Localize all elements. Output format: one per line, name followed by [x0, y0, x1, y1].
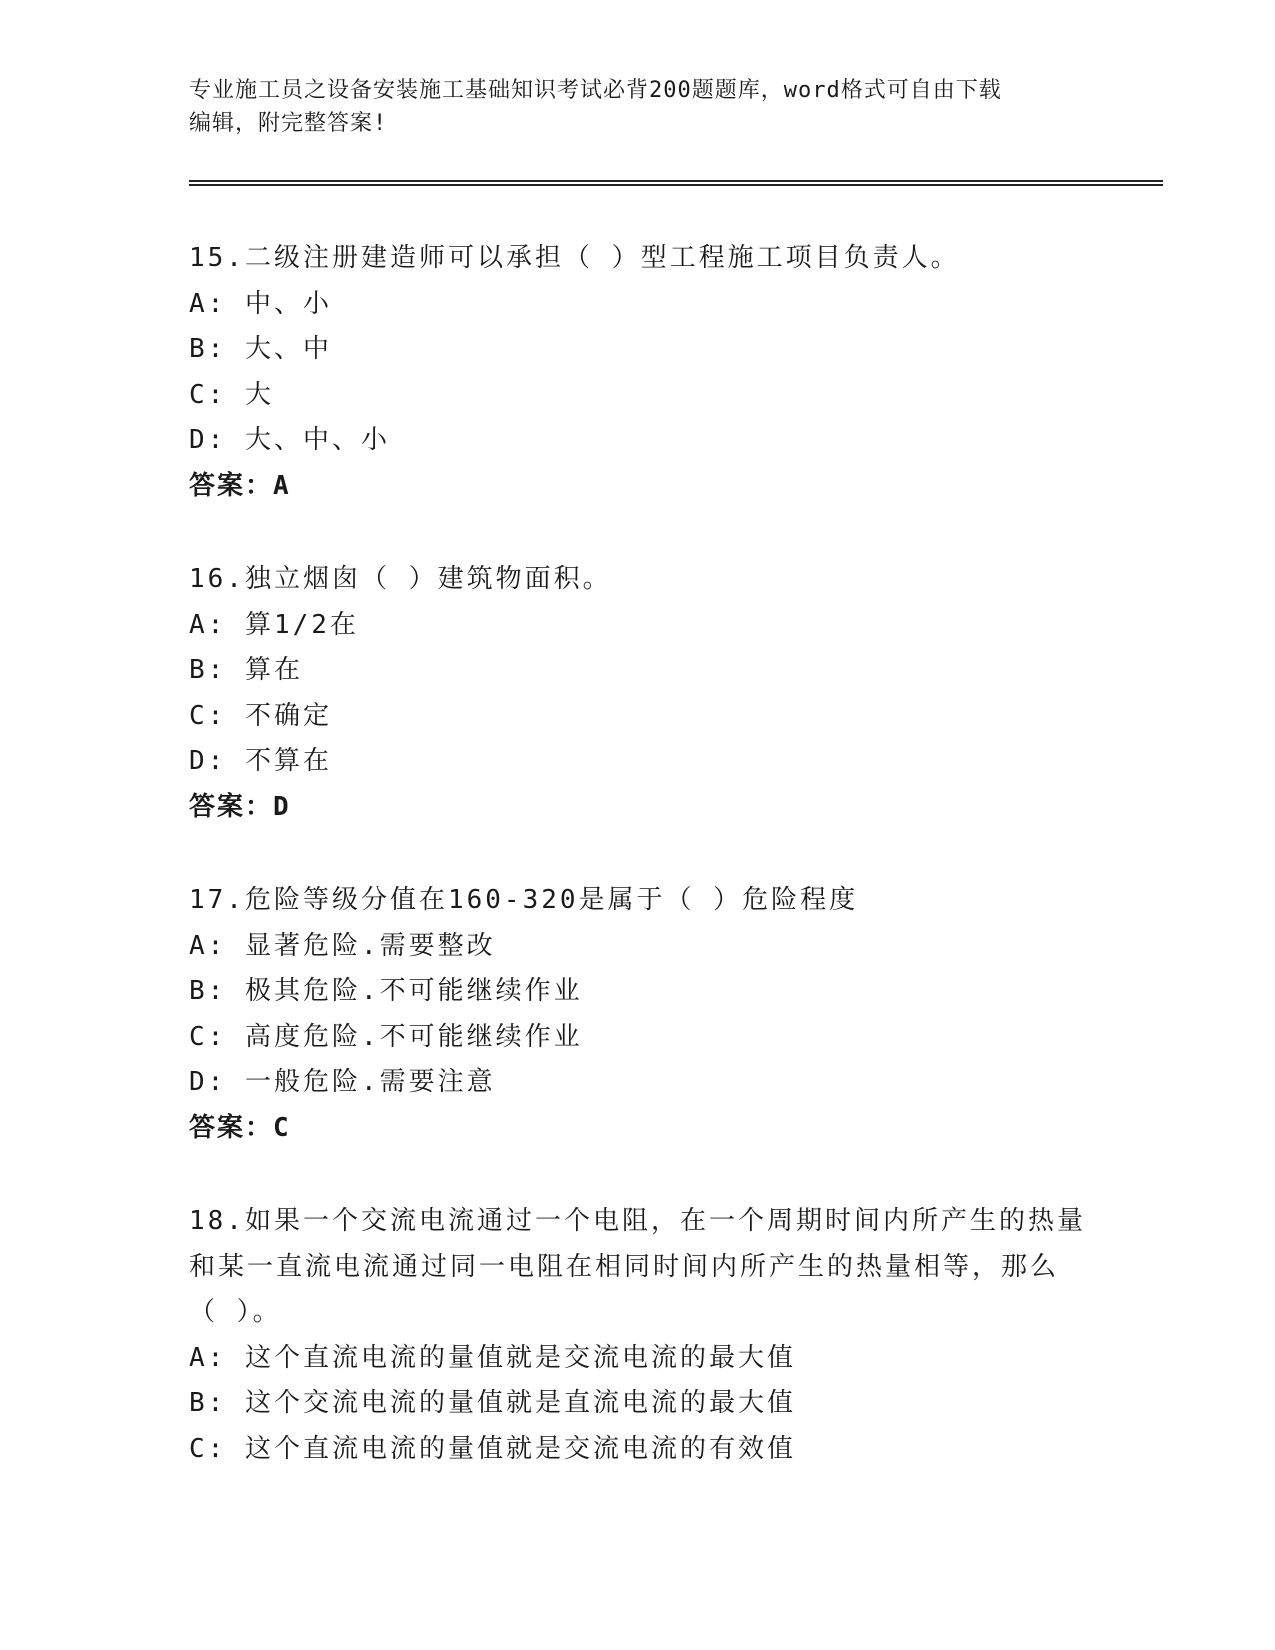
- question-stem-line-3: （ ）。: [189, 1297, 282, 1327]
- question-stem-line-1: 18.如果一个交流电流通过一个电阻，在一个周期时间内所产生的热量: [189, 1206, 1086, 1236]
- question-stem: 17.危险等级分值在160-320是属于（ ）危险程度: [189, 885, 859, 915]
- option-d: D: 大、中、小: [189, 425, 390, 455]
- option-c: C: 这个直流电流的量值就是交流电流的有效值: [189, 1433, 796, 1464]
- option-b: B: 极其危险.不可能继续作业: [189, 976, 583, 1006]
- header-line-2: 编辑，附完整答案!: [189, 111, 388, 136]
- option-c: C: 不确定: [189, 700, 332, 731]
- question-17: [189, 878, 1089, 1151]
- answer-line: 答案：D: [189, 791, 291, 822]
- header-divider-top: [189, 180, 1163, 182]
- header-line-1: 专业施工员之设备安装施工基础知识考试必背200题题库，word格式可自由下载: [189, 78, 1002, 103]
- option-a: A: 这个直流电流的量值就是交流电流的最大值: [189, 1342, 796, 1373]
- question-16: [189, 557, 1089, 830]
- option-b: B: 算在: [189, 655, 303, 685]
- option-d: D: 一般危险.需要注意: [189, 1067, 496, 1097]
- option-c: C: 高度危险.不可能继续作业: [189, 1021, 583, 1052]
- question-18: [189, 1199, 1089, 1472]
- question-stem-line-2: 和某一直流电流通过同一电阻在相同时间内所产生的热量相等，那么: [189, 1251, 1060, 1282]
- option-b: B: 这个交流电流的量值就是直流电流的最大值: [189, 1388, 796, 1418]
- option-a: A: 显著危险.需要整改: [189, 930, 496, 961]
- header-divider-bottom: [189, 184, 1163, 186]
- option-a: A: 中、小: [189, 288, 332, 319]
- option-a: A: 算1/2在: [189, 609, 359, 640]
- option-b: B: 大、中: [189, 334, 332, 364]
- answer-line: 答案：C: [189, 1112, 291, 1143]
- question-15: [189, 236, 1089, 509]
- document-header: [189, 74, 1089, 140]
- option-d: D: 不算在: [189, 746, 332, 776]
- question-stem: 16.独立烟囱（ ）建筑物面积。: [189, 564, 612, 594]
- answer-line: 答案：A: [189, 470, 291, 501]
- option-c: C: 大: [189, 379, 274, 410]
- question-stem: 15.二级注册建造师可以承担（ ）型工程施工项目负责人。: [189, 243, 960, 273]
